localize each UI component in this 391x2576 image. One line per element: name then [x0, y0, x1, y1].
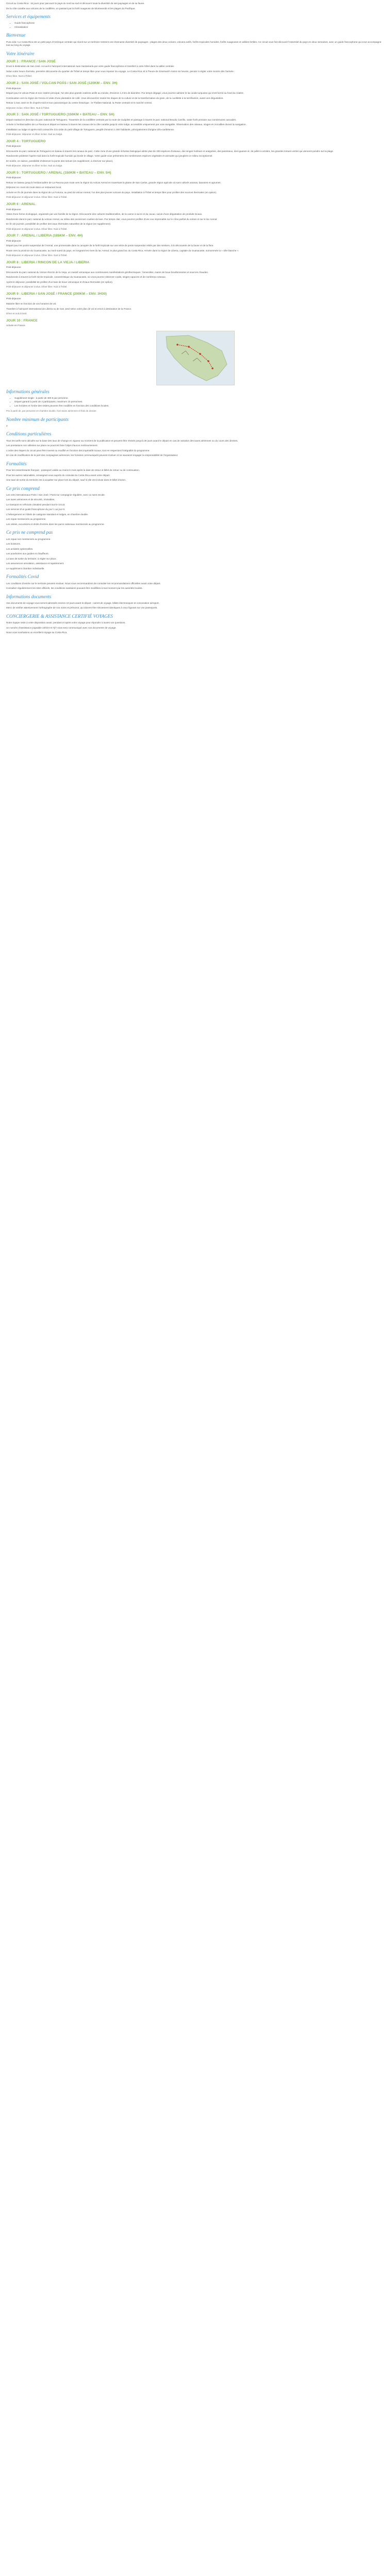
day-paragraph: Installation au lodge et après-midi consacrée à la visite du petit village de Tortuguero, peuplé d'environ 1 300 habitants, principalement d'origine afro-caribéenne.	[6, 128, 175, 131]
participants-title: Nombre minimum de participants	[6, 416, 69, 422]
day-paragraph: Randonnée dans le parc national du volcan Arenal, au milieu des anciennes coulées de lave. Par temps clair, vous pourrez profiter d'une vue imprenable sur le cône parfait du volcan et sur le lac Arenal.	[6, 217, 218, 221]
itinerary-day	[6, 292, 385, 316]
day-paragraph: Découverte du parc national du Volcan Rincón de la Vieja, un massif volcanique aux nombreuses manifestations géothermiques : fumerolles, mares de boue bouillonnantes et sources chaudes.	[6, 270, 208, 274]
conditions-body	[6, 439, 385, 457]
day-paragraph: En soirée, en saison, possibilité d'observer la ponte des tortues (en supplément, à réserver sur place).	[6, 159, 113, 162]
itineraire-title: Votre itinéraire	[6, 50, 35, 56]
itinerary-day	[6, 60, 385, 78]
day-meals: Dîner libre. Nuit à l'hôtel.	[6, 75, 32, 78]
documents-para: Vos documents de voyage vous seront adressés environ 10 jours avant le départ : carnet de voyage, billets électroniques et convocation aéroport.	[6, 601, 159, 604]
route-map	[156, 331, 235, 385]
bienvenue-title: Bienvenue	[6, 32, 26, 38]
prix-ne-comprend-title: Ce prix ne comprend pas	[6, 530, 53, 535]
prix-comprend-item: Les visites, excursions et droits d'entrée dans les parcs nationaux mentionnés au programme.	[6, 522, 105, 526]
covid-para: Les conditions d'entrée sur le territoire peuvent évoluer. Nous vous recommandons de consulter les recommandations officielles avant votre départ.	[6, 582, 161, 585]
day-title: JOUR 7 : ARENAL / LIBERIA (185KM – ENV. 4H)	[6, 234, 83, 238]
day-paragraph: Randonnée pédestre l'après-midi dans la forêt tropicale humide qui borde le village. Votre guide vous présentera les nombreuses espèces végétales et animales qui peuplent ce milieu exceptionnel.	[6, 155, 213, 158]
conditions-para: Les prestations non utilisées sur place ne pourront faire l'objet d'aucun remboursement.	[6, 444, 98, 447]
conciergerie-body	[6, 621, 385, 635]
day-paragraph: Retour à San José en fin d'après-midi et tour panoramique du centre historique : le Théâtre National, la Poste centrale et le marché central.	[6, 101, 152, 105]
day-title: JOUR 5 : TORTUGUERO / ARENAL (150KM + BATEAU – ENV. 5H)	[6, 171, 111, 175]
prix-comprend-item: Les services d'un guide francophone du jour 1 au jour 9.	[6, 508, 66, 511]
prix-comprend-item: Le transport en véhicule climatisé pendant tout le circuit.	[6, 503, 66, 506]
prix-comprend-title: Ce prix comprend	[6, 485, 40, 491]
prix-ne-comprend-item: Le supplément chambre individuelle.	[6, 567, 45, 570]
page	[0, 0, 391, 640]
day-paragraph: Arrivée à l'embarcadère de La Pavona et départ en bateau à travers les canaux de la côte caraïbe jusqu'à votre lodge, accessible uniquement par voie navigable. Observation des oiseaux, singes et crocodiles durant la navigation.	[6, 123, 247, 126]
day-paragraph: Continuation vers la région de Grecia et visite d'une plantation de café. Vous découvrirez toutes les étapes de la culture et de la transformation du grain, de la cueillette à la torréfaction, avant une dégustation.	[6, 96, 224, 99]
day-meals: Dîner et nuit à bord.	[6, 312, 27, 315]
day-paragraph: Petit-déjeuner.	[6, 87, 22, 90]
day-meals: Petit-déjeuner et déjeuner inclus. Dîner libre. Nuit à l'hôtel.	[6, 285, 68, 289]
itinerary-day	[6, 171, 385, 199]
formalites-title: Formalités	[6, 461, 27, 466]
prix-ne-comprend-item: Les boissons.	[6, 543, 21, 546]
day-meals: Petit-déjeuner et déjeuner inclus. Dîner libre. Nuit à l'hôtel.	[6, 227, 68, 230]
prix-comprend-item: Les vols internationaux Paris / San José / Paris sur compagnie régulière, avec ou sans escale.	[6, 493, 106, 496]
day-paragraph: Déjeuner en cours de route dans un restaurant local.	[6, 186, 62, 189]
services-item: • Climatisation	[14, 26, 385, 29]
intro-line: Circuit au Costa Rica : 15 jours pour parcourir le pays du nord au sud et découvrir toute la diversité de ses paysages et de sa faune.	[6, 2, 145, 5]
day-meals: Petit-déjeuner, déjeuner et dîner inclus. Nuit au lodge.	[6, 133, 63, 136]
day-paragraph: Randonnée à travers la forêt sèche tropicale, caractéristique du Guanacaste, où vous pourrez observer coatis, singes capucins et de nombreux oiseaux.	[6, 276, 166, 279]
day-title: JOUR 3 : SAN JOSÉ / TORTUGUERO (150KM + BATEAU – ENV. 5H)	[6, 113, 115, 117]
day-title: JOUR 4 : TORTUGUERO	[6, 139, 46, 143]
infos-list	[6, 397, 385, 408]
services-list	[6, 22, 385, 29]
documents-para: Merci de vérifier attentivement l'orthographe de vos noms et prénoms, qui doivent être strictement identiques à ceux figurant sur vos passeports.	[6, 606, 158, 609]
covid-para: Consultez régulièrement les sites officiels, les conditions sanitaires pouvant être modifiées à tout moment par les autorités locales.	[6, 587, 143, 590]
conditions-para: Tous les tarifs sont calculés sur la base des taux de change en vigueur au moment de la publication et peuvent être révisés jusqu'à 30 jours avant le départ en cas de variation des taxes aériennes ou du cours des devises.	[6, 439, 238, 442]
infos-item: • Supplément single : à partir de 480 € par personne.	[14, 397, 385, 400]
day-paragraph: En fin de journée, possibilité de profiter des eaux thermales naturelles de la région (en supplément).	[6, 223, 111, 226]
prix-comprend-body	[6, 494, 385, 527]
day-title: JOUR 8 : LIBERIA / RINCON DE LA VIEJA / LIBERIA	[6, 260, 90, 264]
prix-ne-comprend-body	[6, 538, 385, 571]
day-paragraph: Matinée libre en fonction de vos horaires de vol.	[6, 302, 57, 305]
prix-ne-comprend-item: Les pourboires aux guides et chauffeurs.	[6, 552, 49, 555]
infos-item: • Départ garanti à partir de 2 participants, maximum 16 personnes.	[14, 400, 385, 404]
prix-ne-comprend-item: La taxe de sortie du territoire, à régler sur place.	[6, 557, 57, 560]
day-title: JOUR 1 : FRANCE / SAN JOSÉ	[6, 59, 56, 63]
infos-note: Prix à partir de, par personne en chambre double, hors taxes aériennes et frais de dossier.	[6, 410, 97, 413]
prix-comprend-item: L'hébergement en hôtels de catégorie standard et lodges, en chambre double.	[6, 513, 89, 516]
formalites-para: Pour les autres nationalités, renseignez-vous auprès du consulat du Costa Rica avant votre départ.	[6, 473, 110, 477]
map-graphic	[157, 331, 234, 385]
bienvenue-text: Pura vida ! Le Costa Rica est un petit pays d'Amérique centrale qui réunit sur un territoire restreint une étonnante diversité de paysages : plages des deux océans, volcans actifs, forêts tropicales humides, forêts nuageuses et vallées fertiles. Ce circuit vous fait découvrir l'essentiel du pays en deux semaines, avec un guide francophone qui vous accompagne tout au long du voyage.	[6, 40, 382, 47]
day-paragraph: Petit-déjeuner.	[6, 297, 22, 300]
formalites-body	[6, 469, 385, 482]
conditions-para: L'ordre des étapes du circuit peut être inversé ou modifié en fonction des impératifs locaux, tout en respectant l'intégralité du programme.	[6, 449, 150, 452]
day-meals: Petit-déjeuner, déjeuner et dîner inclus. Nuit au lodge.	[6, 164, 63, 167]
documents-body	[6, 602, 385, 610]
day-title: JOUR 2 : SAN JOSÉ / VOLCAN POÁS / SAN JOSÉ (120KM – ENV. 3H)	[6, 81, 118, 85]
day-paragraph: Petit-déjeuner.	[6, 208, 22, 211]
itinerary-day	[6, 234, 385, 258]
day-paragraph: Découverte du parc national de Tortuguero en bateau à travers les canaux du parc. Cette zone d'une grande richesse biologique abrite plus de 300 espèces d'oiseaux, des singes hurleurs et araignées, des paresseux, des iguanes et, de juillet à octobre, les grandes tortues vertes qui viennent pondre sur la plage.	[6, 149, 334, 152]
day-paragraph: Départ pour le volcan Poás et son cratère principal, l'un des plus grands cratères actifs au monde, d'environ 1,3 km de diamètre. Par temps dégagé, vous pourrez admirer le lac acide turquoise qui s'est formé au fond du cratère.	[6, 92, 244, 95]
documents-title: Informations documents	[6, 594, 52, 599]
day-paragraph: Arrivée en France.	[6, 324, 26, 327]
conciergerie-title: CONCIERGERIE & ASSISTANCE CERTIFIÉ VOYAGES	[6, 613, 113, 619]
day-paragraph: Selon votre heure d'arrivée, première découverte du quartier de l'hôtel et temps libre pour vous reposer du voyage. Le Costa Rica vit à l'heure de Greenwich moins six heures, pensez à régler votre montre dès l'arrivée.	[6, 70, 234, 73]
itinerary-day	[6, 113, 385, 137]
infos-title: Informations générales	[6, 388, 50, 394]
day-paragraph: Envol à destination de San José. Accueil à l'aéroport international Juan Santamaría par votre guide francophone et transfert à votre hôtel dans la vallée centrale.	[6, 65, 175, 68]
day-paragraph: Petit-déjeuner.	[6, 239, 22, 242]
day-paragraph: Petit-déjeuner.	[6, 176, 22, 179]
day-meals: Déjeuner inclus. Dîner libre. Nuit à l'hôtel.	[6, 106, 50, 109]
prix-comprend-item: Les taxes aériennes et de sécurité, révisables.	[6, 498, 55, 501]
day-paragraph: Après le déjeuner, possibilité de profiter d'un bain de boue volcanique et d'eaux thermales (en option).	[6, 280, 113, 283]
prix-ne-comprend-item: Les activités optionnelles.	[6, 547, 34, 550]
prix-comprend-item: Les repas mentionnés au programme.	[6, 518, 46, 521]
conditions-para: En cas de modification de la part des compagnies aériennes, les horaires communiqués peuvent évoluer et ne sauraient engager la responsabilité de l'organisateur.	[6, 454, 178, 457]
conciergerie-para: Nous vous souhaitons un excellent voyage au Costa Rica.	[6, 631, 68, 634]
intro-line: De la côte caraïbe aux volcans de la cordillère, en passant par la forêt nuageuse de Monteverde et les plages du Pacifique.	[6, 7, 136, 10]
day-paragraph: Visite d'une ferme écologique, organisée par une famille de la région. Découverte des cultures traditionnelles, de la canne à sucre et du cacao, suivie d'une dégustation de produits locaux.	[6, 213, 203, 216]
formalites-para: Pour les ressortissants français : passeport valide au moins 6 mois après la date de retour et billet de retour ou de continuation.	[6, 468, 140, 471]
itinerary-days	[6, 60, 385, 328]
day-title: JOUR 6 : ARENAL	[6, 202, 36, 206]
itinerary-day	[6, 81, 385, 110]
conditions-title: Conditions particulières	[6, 431, 52, 437]
day-paragraph: Arrivée en fin de journée dans la région de La Fortuna, au pied du volcan Arenal, l'un des plus jeunes volcans du pays. Installation à l'hôtel et temps libre pour profiter des sources thermales (en option).	[6, 191, 217, 194]
conciergerie-para: Notre équipe reste à votre disposition avant, pendant et après votre voyage pour répondre à toutes vos questions.	[6, 621, 126, 624]
day-paragraph: Retour en bateau jusqu'à l'embarcadère de La Pavona puis route vers la région du volcan Arenal en traversant la plaine de San Carlos, grande région agricole où sont cultivés ananas, bananes et agrumes.	[6, 181, 221, 184]
itinerary-day	[6, 261, 385, 289]
day-paragraph: Route vers la province du Guanacaste, au nord-ouest du pays, en longeant les rives du lac Arenal, le plus grand lac du Costa Rica. Arrivée dans la région de Liberia, capitale du Guanacaste, surnommée la « ville blanche ».	[6, 249, 239, 252]
prix-ne-comprend-item: Les repas non mentionnés au programme.	[6, 537, 51, 540]
day-paragraph: Transfert à l'aéroport international de Liberia ou de San José selon votre plan de vol et envol à destination de la France.	[6, 307, 132, 310]
participants-value: 2	[6, 424, 8, 427]
day-meals: Petit-déjeuner et déjeuner inclus. Dîner libre. Nuit à l'hôtel.	[6, 254, 68, 257]
day-title: JOUR 10 : FRANCE	[6, 318, 38, 323]
day-paragraph: Petit-déjeuner.	[6, 145, 22, 148]
covid-title: Formalités Covid	[6, 574, 39, 580]
day-paragraph: Petit-déjeuner.	[6, 266, 22, 269]
covid-body	[6, 582, 385, 590]
itinerary-day	[6, 319, 385, 328]
day-paragraph: Départ pour les ponts suspendus de l'Arenal, une promenade dans la canopée de la forêt tropicale sur une série de ponts suspendus reliés par des sentiers, à la découverte de la faune et de la flore.	[6, 244, 214, 247]
day-title: JOUR 9 : LIBERIA / SAN JOSÉ / FRANCE (200KM – ENV. 3H30)	[6, 292, 107, 296]
conciergerie-para: Un numéro d'assistance joignable 24h/24 et 7j/7 vous sera communiqué avec vos documents de voyage.	[6, 626, 117, 629]
intro	[6, 2, 385, 10]
services-item: • Guide francophone	[14, 22, 385, 25]
formalites-para: Une taxe de sortie du territoire est à acquitter sur place lors du départ, sauf si elle est incluse dans le billet d'avion.	[6, 479, 126, 482]
itinerary-day	[6, 140, 385, 168]
infos-item: • Les horaires et l'ordre des visites peuvent être modifiés en fonction des conditions locales.	[14, 404, 385, 408]
prix-ne-comprend-item: Les assurances annulation, assistance et rapatriement.	[6, 562, 64, 565]
day-paragraph: Départ matinal en direction du parc national de Tortuguero. Traversée de la cordillère centrale par la route de Guápiles et passage à travers le parc national Braulio Carrillo, vaste forêt primaire aux nombreuses cascades.	[6, 118, 237, 121]
services-title: Services et équipements	[6, 14, 51, 20]
day-meals: Petit-déjeuner et déjeuner inclus. Dîner libre. Nuit à l'hôtel.	[6, 196, 68, 199]
itinerary-day	[6, 202, 385, 231]
